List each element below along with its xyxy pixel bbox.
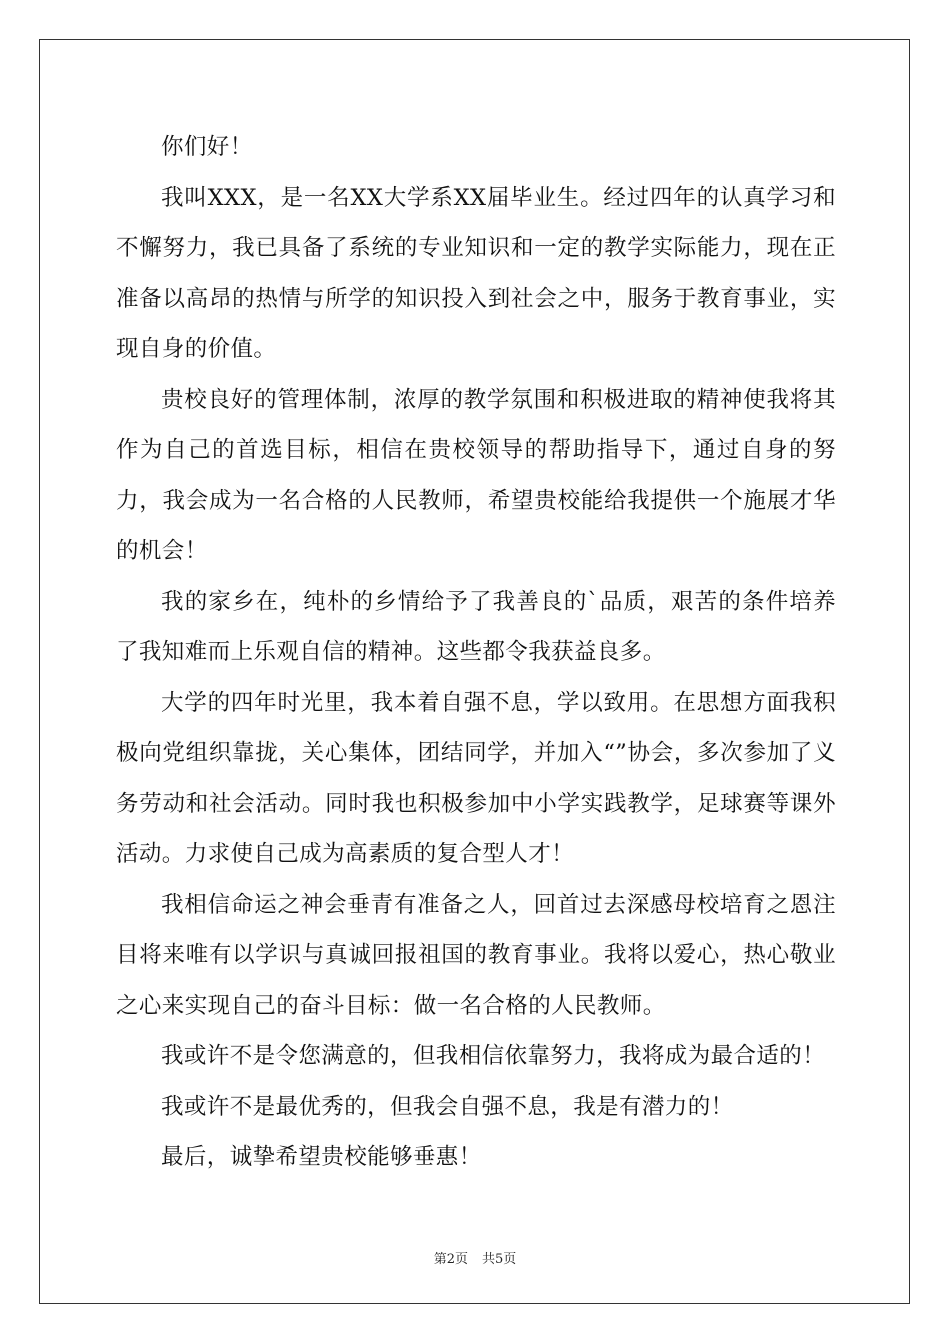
page-footer [0, 1248, 950, 1267]
page-number: 第2页 [433, 1252, 468, 1267]
paragraph-school-choice: 贵校良好的管理体制，浓厚的教学氛围和积极进取的精神使我将其作为自己的首选目标，相信在贵校领导的帮助指导下，通过自身的努力，我会成为一名合格的人民教师，希望贵校能给我提供一个施展才华的机会！ [116, 386, 836, 564]
paragraph-greeting: 你们好！ [161, 134, 253, 160]
paragraph-closing: 最后，诚挚希望贵校能够垂惠！ [161, 1144, 482, 1170]
document-body [116, 122, 836, 1183]
paragraph-potential: 我或许不是最优秀的，但我会自强不息，我是有潜力的！ [161, 1093, 734, 1120]
paragraph-satisfaction: 我或许不是令您满意的，但我相信依靠努力，我将成为最合适的！ [161, 1043, 826, 1069]
paragraph-hometown: 我的家乡在，纯朴的乡情给予了我善良的`品质，艰苦的条件培养了我知难而上乐观自信的精神。这些都令我获益良多。 [116, 588, 836, 665]
paragraph-belief: 我相信命运之神会垂青有准备之人，回首过去深感母校培育之恩注目将来唯有以学识与真诚回报祖国的教育事业。我将以爱心，热心敬业之心来实现自己的奋斗目标：做一名合格的人民教师。 [116, 891, 836, 1019]
paragraph-introduction: 我叫XXX，是一名XX大学系XX届毕业生。经过四年的认真学习和不懈努力，我已具备了系统的专业知识和一定的教学实际能力，现在正准备以高昂的热情与所学的知识投入到社会之中，服务于教育事业，实现自身的价值。 [116, 184, 836, 362]
page-total: 共5页 [482, 1252, 517, 1267]
paragraph-university-life: 大学的四年时光里，我本着自强不息，学以致用。在思想方面我积极向党组织靠拢，关心集体，团结同学，并加入“”协会，多次参加了义务劳动和社会活动。同时我也积极参加中小学实践教学，足球赛等课外活动。力求使自己成为高素质的复合型人才！ [116, 689, 836, 867]
